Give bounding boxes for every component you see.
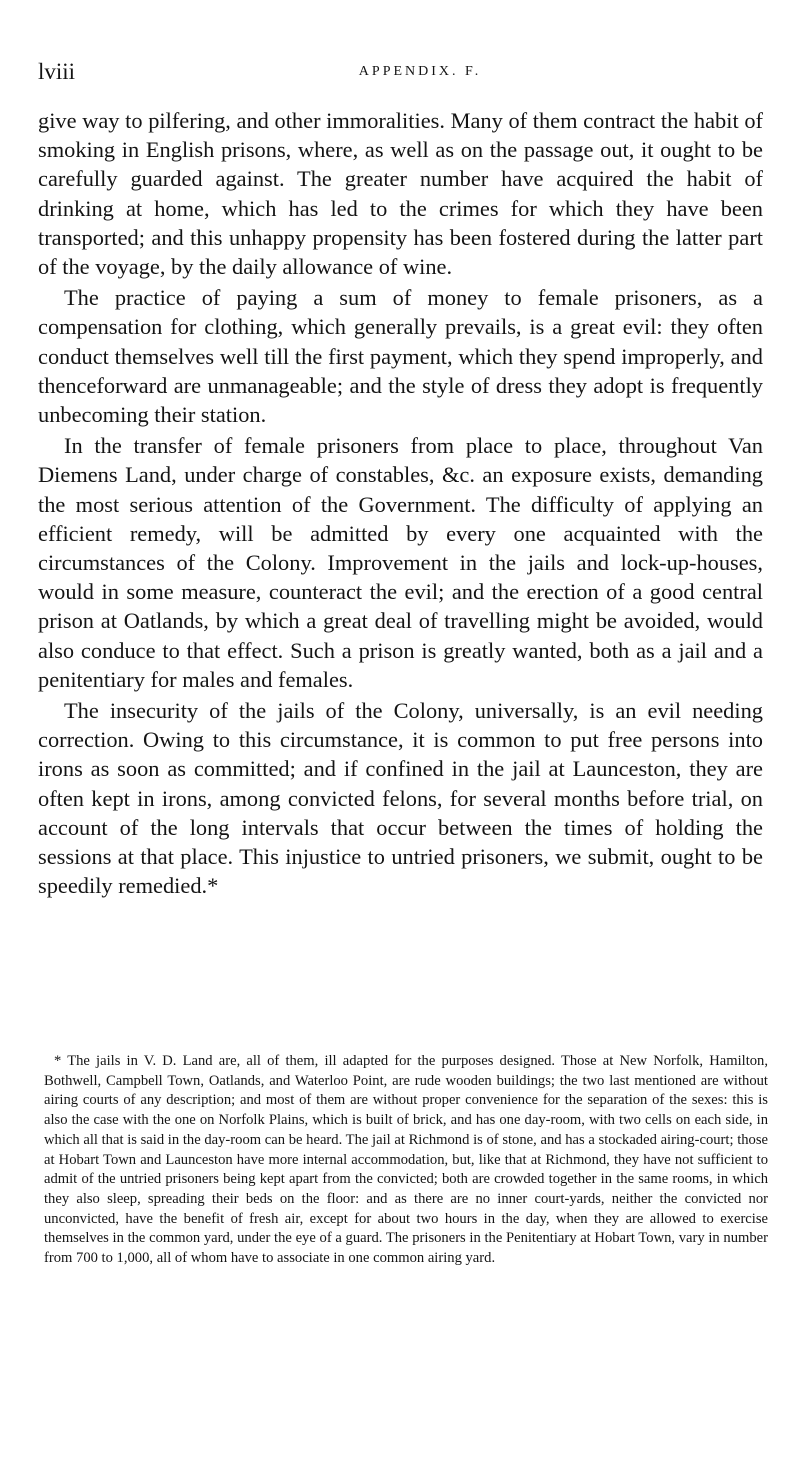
paragraph: The practice of paying a sum of money to female prisoners, as a compensation for clothing, which generally prevails, is a great evil: they often conduct themselves well till the first payment, which they spend improperly, and thenceforward are unmanageable; and the style of dress they adopt is frequently unbecoming their station.	[38, 285, 763, 428]
running-header	[38, 58, 762, 88]
body-text	[38, 106, 763, 900]
paragraph: In the transfer of female prisoners from place to place, throughout Van Diemens Land, under charge of constables, &c. an exposure exists, demanding the most serious attention of the Government. The difficulty of applying an efficient remedy, will be admitted by every one acquainted with the circumstances of the Colony. Improvement in the jails and lock-up-houses, would in some measure, counteract the evil; and the erection of a good central prison at Oatlands, by which a great deal of travelling might be avoided, would also conduce to that effect. Such a prison is greatly wanted, both as a jail and a penitentiary for males and females.	[38, 433, 763, 692]
footnote: * The jails in V. D. Land are, all of them, ill adapted for the purposes designed. Those at New Norfolk, Hamilton, Bothwell, Campbell Town, Oatlands, and Waterloo Point, are rude wooden buildings; the two last mentioned are without airing courts of any description; and most of them are without proper convenience for the separation of the sexes: this is also the case with the one on Norfolk Plains, which is built of brick, and has one day-room, with two cells on each side, in which all that is said in the day-room can be heard. The jail at Richmond is of stone, and has a stockaded airing-court; those at Hobart Town and Launceston have more internal accommodation, but, like that at Richmond, they have not sufficient to admit of the untried prisoners being kept apart from the convicted; both are crowded together in the same rooms, in which they also sleep, spreading their beds on the floor: and as there are no inner court-yards, neither the convicted nor unconvicted, have the benefit of fresh air, except for about two hours in the day, when they are allowed to exercise themselves in the common yard, under the eye of a guard. The prisoners in the Penitentiary at Hobart Town, vary in number from 700 to 1,000, all of whom have to associate in one common airing yard.	[44, 1053, 768, 1267]
page-number: lviii	[38, 59, 76, 84]
paragraph: The insecurity of the jails of the Colony, universally, is an evil needing correction. Owing to this circumstance, it is common to put free persons into irons as soon as committed; and if confined in the jail at Launceston, they are often kept in irons, among convicted felons, for several months before trial, on account of the long intervals that occur between the times of holding the sessions at that place. This injustice to untried prisoners, we submit, ought to be speedily remedied.*	[38, 698, 763, 899]
section-title: APPENDIX. F.	[358, 64, 482, 79]
paragraph: give way to pilfering, and other immoralities. Many of them contract the habit of smoking in English prisons, where, as well as on the passage out, it ought to be carefully guarded against. The greater number have acquired the habit of drinking at home, which has led to the crimes for which they have been transported; and this unhappy propensity has been fostered during the latter part of the voyage, by the daily allowance of wine.	[38, 108, 763, 280]
